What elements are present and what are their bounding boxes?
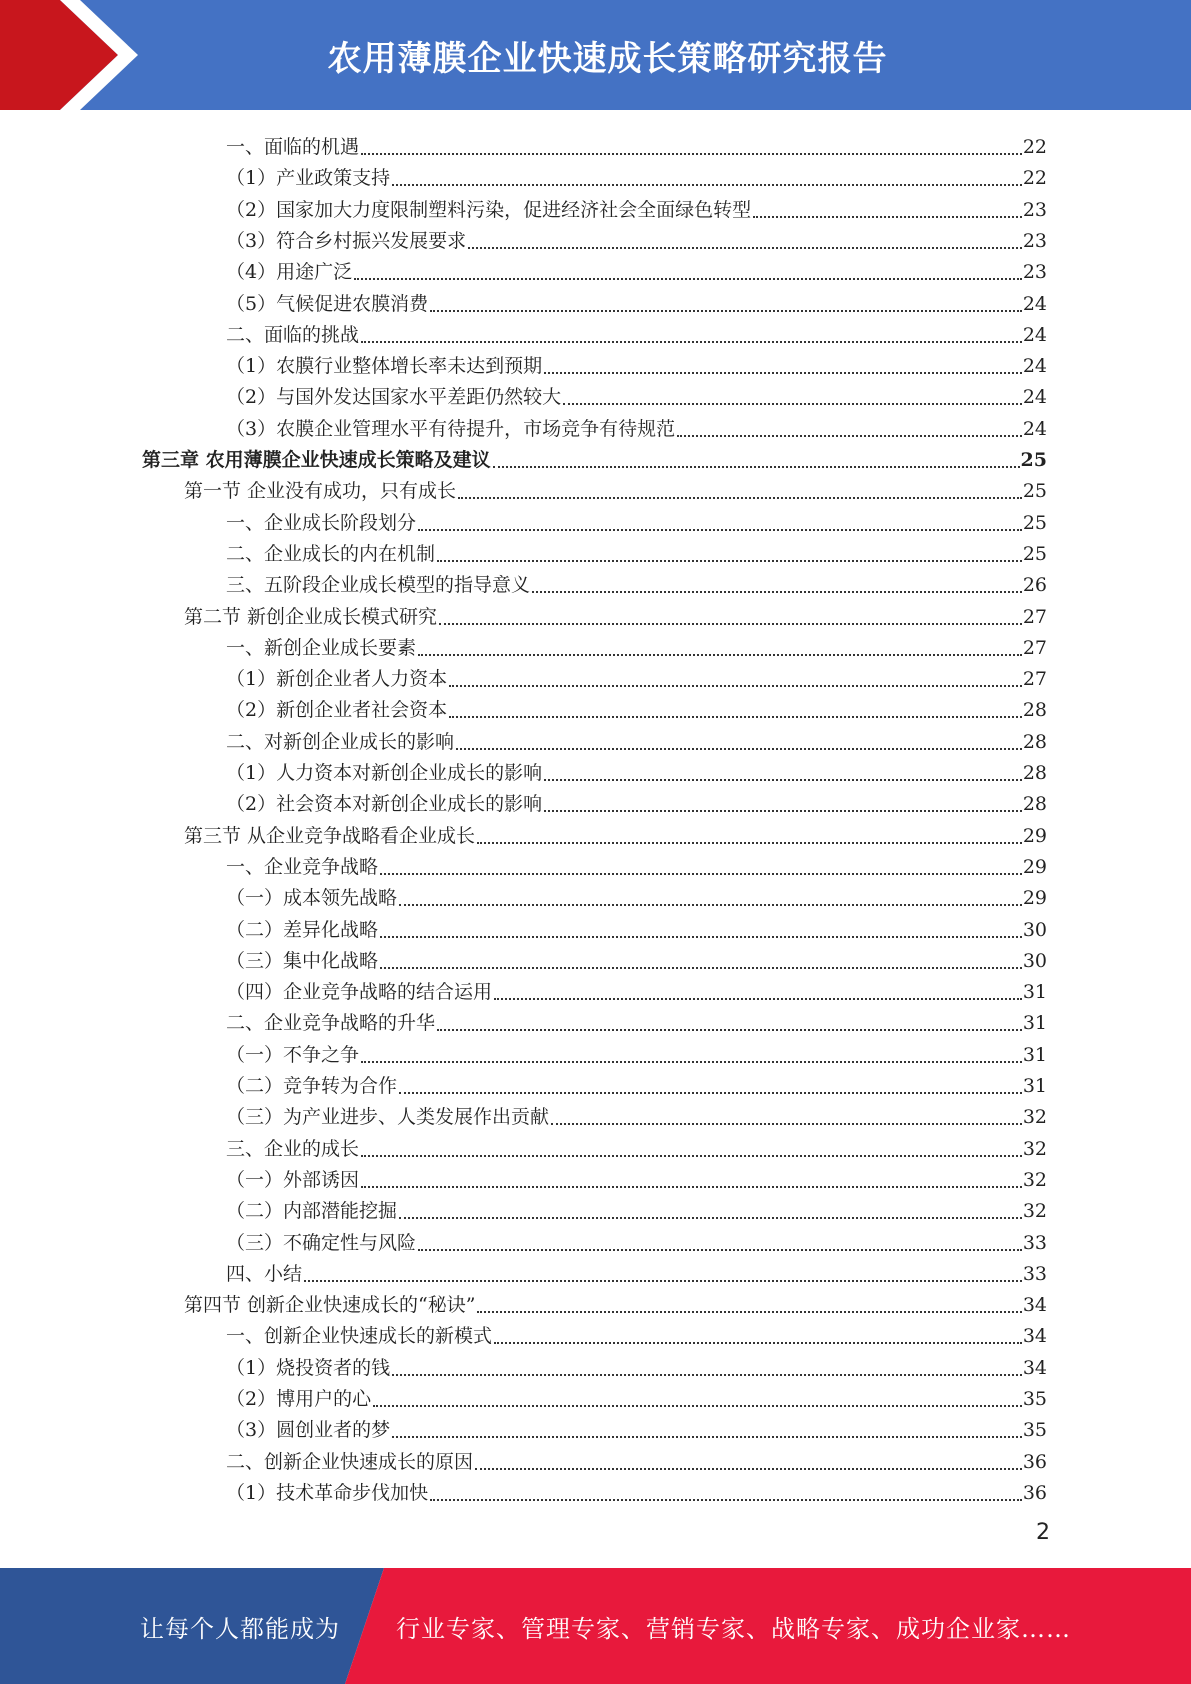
toc-entry[interactable] <box>0 972 1191 1003</box>
toc-dot-leader <box>477 1311 1021 1313</box>
toc-entry-title: （一）不争之争 <box>226 1043 360 1066</box>
toc-entry-page: 30 <box>1022 918 1047 941</box>
toc-entry-page: 28 <box>1022 699 1047 722</box>
toc-entry[interactable] <box>0 941 1191 972</box>
toc-dot-leader <box>437 560 1022 562</box>
toc-dot-leader <box>399 904 1022 906</box>
toc-entry[interactable] <box>0 753 1191 784</box>
toc-entry[interactable] <box>0 315 1191 346</box>
toc-entry-title: （2）国家加大力度限制塑料污染，促进经济社会全面绿色转型 <box>226 198 752 221</box>
toc-entry[interactable] <box>0 1035 1191 1066</box>
toc-dot-leader <box>380 967 1022 969</box>
toc-entry-page: 28 <box>1022 762 1047 784</box>
toc-dot-leader <box>477 842 1022 844</box>
toc-entry-page: 23 <box>1022 261 1047 284</box>
toc-entry-page: 32 <box>1022 1106 1047 1129</box>
toc-entry-page: 25 <box>1022 542 1047 565</box>
toc-dot-leader <box>373 1405 1022 1407</box>
toc-entry[interactable] <box>0 722 1191 753</box>
toc-dot-leader <box>544 779 1022 781</box>
toc-entry-title: （四）企业竞争战略的结合运用 <box>226 981 493 1004</box>
footer-slogan-left: 让每个人都能成为 <box>140 1614 340 1643</box>
toc-entry[interactable] <box>0 377 1191 408</box>
toc-entry[interactable] <box>0 1316 1191 1347</box>
toc-dot-leader <box>544 372 1022 374</box>
toc-entry[interactable] <box>0 440 1191 471</box>
toc-dot-leader <box>551 1123 1022 1125</box>
toc-entry-page: 23 <box>1022 229 1047 252</box>
toc-entry-title: （3）符合乡村振兴发展要求 <box>226 229 467 252</box>
toc-entry-page: 34 <box>1022 1294 1047 1317</box>
toc-entry-page: 31 <box>1022 1043 1047 1066</box>
toc-entry[interactable] <box>0 910 1191 941</box>
toc-entry[interactable] <box>0 816 1191 847</box>
toc-dot-leader <box>418 1249 1022 1251</box>
toc-entry-page: 24 <box>1022 386 1047 409</box>
toc-entry[interactable] <box>0 1160 1191 1191</box>
toc-entry[interactable] <box>0 221 1191 252</box>
toc-entry-page: 32 <box>1022 1137 1047 1160</box>
toc-dot-leader <box>392 1436 1022 1438</box>
toc-entry-title: 四、小结 <box>226 1262 303 1285</box>
toc-dot-leader <box>361 1186 1022 1188</box>
toc-entry[interactable] <box>0 1410 1191 1441</box>
toc-dot-leader <box>430 1499 1022 1501</box>
toc-entry-title: 第一节 企业没有成功，只有成长 <box>184 480 457 503</box>
toc-entry-page: 22 <box>1022 136 1047 158</box>
toc-dot-leader <box>532 591 1022 593</box>
toc-entry-page: 23 <box>1022 198 1047 221</box>
toc-entry[interactable] <box>0 690 1191 721</box>
toc-entry-page: 24 <box>1022 323 1047 346</box>
toc-entry[interactable] <box>0 784 1191 815</box>
toc-entry-page: 28 <box>1022 793 1047 816</box>
toc-dot-leader <box>456 748 1022 750</box>
toc-entry-title: 第二节 新创企业成长模式研究 <box>184 605 438 628</box>
toc-entry-page: 24 <box>1022 292 1047 315</box>
toc-entry-title: （2）社会资本对新创企业成长的影响 <box>226 793 543 816</box>
toc-dot-leader <box>392 184 1022 186</box>
toc-entry-title: （三）为产业进步、人类发展作出贡献 <box>226 1106 550 1129</box>
toc-dot-leader <box>399 1217 1022 1219</box>
toc-entry[interactable] <box>0 1066 1191 1097</box>
toc-entry-title: 第三节 从企业竞争战略看企业成长 <box>184 824 476 847</box>
toc-entry-page: 32 <box>1022 1168 1047 1191</box>
toc-entry[interactable] <box>0 127 1191 158</box>
toc-entry-title: （2）博用户的心 <box>226 1388 372 1410</box>
toc-dot-leader <box>354 278 1022 280</box>
toc-dot-leader <box>418 529 1022 531</box>
toc-entry-title: （三）集中化战略 <box>226 949 379 972</box>
toc-entry-title: 三、企业的成长 <box>226 1137 360 1160</box>
toc-entry-title: （三）不确定性与风险 <box>226 1231 417 1254</box>
toc-entry-title: （一）成本领先战略 <box>226 887 398 910</box>
toc-entry-title: （2）新创企业者社会资本 <box>226 699 448 722</box>
toc-entry[interactable] <box>0 346 1191 377</box>
toc-entry-title: （1）农膜行业整体增长率未达到预期 <box>226 355 543 378</box>
toc-entry-title: （1）产业政策支持 <box>226 167 391 190</box>
toc-dot-leader <box>361 341 1022 343</box>
toc-dot-leader <box>361 153 1022 155</box>
toc-entry-page: 31 <box>1022 1012 1047 1035</box>
toc-dot-leader <box>392 1374 1022 1376</box>
toc-entry[interactable] <box>0 597 1191 628</box>
toc-dot-leader <box>493 466 1020 468</box>
toc-entry-page: 35 <box>1022 1419 1047 1442</box>
toc-entry[interactable] <box>0 1473 1191 1504</box>
toc-entry[interactable] <box>0 1254 1191 1285</box>
toc-entry-title: 第四节 创新企业快速成长的“秘诀” <box>184 1294 476 1317</box>
footer-slogan-right: 行业专家、管理专家、营销专家、战略专家、成功企业家…… <box>396 1614 1071 1643</box>
toc-entry[interactable] <box>0 1348 1191 1379</box>
toc-entry[interactable] <box>0 252 1191 283</box>
toc-entry-page: 31 <box>1022 1075 1047 1097</box>
toc-entry-page: 36 <box>1022 1481 1047 1504</box>
toc-entry[interactable] <box>0 1442 1191 1473</box>
toc-entry-title: （1）烧投资者的钱 <box>226 1356 391 1379</box>
toc-entry-page: 29 <box>1022 824 1047 847</box>
toc-entry-page: 24 <box>1022 417 1047 440</box>
toc-entry-page: 25 <box>1022 480 1047 503</box>
toc-dot-leader <box>475 1468 1022 1470</box>
toc-entry-title: （2）与国外发达国家水平差距仍然较大 <box>226 386 562 409</box>
toc-dot-leader <box>544 810 1022 812</box>
toc-entry[interactable] <box>0 409 1191 440</box>
toc-entry-title: （二）竞争转为合作 <box>226 1075 398 1097</box>
toc-dot-leader <box>449 716 1022 718</box>
toc-entry-page: 33 <box>1022 1231 1047 1254</box>
toc-dot-leader <box>458 497 1022 499</box>
toc-entry[interactable] <box>0 190 1191 221</box>
page-header <box>0 0 1191 110</box>
toc-entry-title: 二、面临的挑战 <box>226 323 360 346</box>
toc-entry[interactable] <box>0 847 1191 878</box>
toc-dot-leader <box>563 403 1022 405</box>
toc-entry-page: 26 <box>1022 574 1047 597</box>
toc-entry-page: 29 <box>1022 855 1047 878</box>
toc-entry-title: 一、企业竞争战略 <box>226 855 379 878</box>
toc-entry-page: 35 <box>1022 1388 1047 1410</box>
toc-entry-title: 二、创新企业快速成长的原因 <box>226 1450 474 1473</box>
toc-entry-title: （二）内部潜能挖掘 <box>226 1200 398 1223</box>
toc-entry-title: 二、企业成长的内在机制 <box>226 542 436 565</box>
toc-dot-leader <box>361 1061 1022 1063</box>
toc-dot-leader <box>380 936 1022 938</box>
toc-entry-page: 27 <box>1022 668 1047 691</box>
toc-entry[interactable] <box>0 471 1191 502</box>
toc-entry-title: （二）差异化战略 <box>226 918 379 941</box>
toc-dot-leader <box>304 1280 1022 1282</box>
toc-dot-leader <box>677 435 1022 437</box>
toc-entry-title: （1）新创企业者人力资本 <box>226 668 448 691</box>
toc-dot-leader <box>439 623 1022 625</box>
toc-entry-page: 25 <box>1020 449 1047 471</box>
toc-entry-page: 22 <box>1022 167 1047 190</box>
toc-entry-title: 一、创新企业快速成长的新模式 <box>226 1325 493 1348</box>
toc-entry[interactable] <box>0 1223 1191 1254</box>
toc-entry-title: （4）用途广泛 <box>226 261 353 284</box>
toc-entry-title: （1）技术革命步伐加快 <box>226 1481 429 1504</box>
toc-entry-title: （5）气候促进农膜消费 <box>226 292 429 315</box>
toc-entry-title: 一、面临的机遇 <box>226 136 360 158</box>
toc-dot-leader <box>430 310 1022 312</box>
toc-entry[interactable] <box>0 284 1191 315</box>
toc-entry-page: 24 <box>1022 355 1047 378</box>
toc-entry[interactable] <box>0 1003 1191 1034</box>
report-title: 农用薄膜企业快速成长策略研究报告 <box>327 38 888 79</box>
toc-entry[interactable] <box>0 565 1191 596</box>
toc-entry-page: 31 <box>1022 981 1047 1004</box>
toc-entry-title: 二、企业竞争战略的升华 <box>226 1012 436 1035</box>
toc-entry[interactable] <box>0 878 1191 909</box>
toc-entry-page: 28 <box>1022 730 1047 753</box>
toc-entry[interactable] <box>0 503 1191 534</box>
toc-entry[interactable] <box>0 659 1191 690</box>
toc-entry[interactable] <box>0 1285 1191 1316</box>
toc-dot-leader <box>468 247 1022 249</box>
toc-entry-page: 34 <box>1022 1356 1047 1379</box>
toc-dot-leader <box>494 998 1022 1000</box>
toc-dot-leader <box>418 654 1022 656</box>
toc-entry-title: 三、五阶段企业成长模型的指导意义 <box>226 574 531 597</box>
toc-entry-title: （3）农膜企业管理水平有待提升，市场竞争有待规范 <box>226 417 676 440</box>
toc-entry-page: 27 <box>1022 605 1047 628</box>
toc-entry-page: 32 <box>1022 1200 1047 1223</box>
toc-entry-title: 一、新创企业成长要素 <box>226 636 417 659</box>
toc-entry-title: （3）圆创业者的梦 <box>226 1419 391 1442</box>
toc-entry-page: 30 <box>1022 949 1047 972</box>
page-number: 2 <box>1036 1520 1050 1545</box>
toc-entry-page: 34 <box>1022 1325 1047 1348</box>
toc-dot-leader <box>449 685 1022 687</box>
toc-entry-page: 36 <box>1022 1450 1047 1473</box>
toc-entry[interactable] <box>0 1129 1191 1160</box>
toc-dot-leader <box>437 1029 1022 1031</box>
toc-entry[interactable] <box>0 534 1191 565</box>
toc-entry-page: 29 <box>1022 887 1047 910</box>
toc-entry-page: 25 <box>1022 511 1047 534</box>
toc-dot-leader <box>753 216 1022 218</box>
toc-entry-page: 33 <box>1022 1262 1047 1285</box>
toc-entry-title: 二、对新创企业成长的影响 <box>226 730 455 753</box>
toc-entry[interactable] <box>0 1191 1191 1222</box>
toc-dot-leader <box>380 873 1022 875</box>
toc-entry-title: 一、企业成长阶段划分 <box>226 511 417 534</box>
toc-entry-page: 27 <box>1022 636 1047 659</box>
toc-dot-leader <box>494 1342 1022 1344</box>
toc-dot-leader <box>399 1092 1022 1094</box>
toc-entry-title: （一）外部诱因 <box>226 1168 360 1191</box>
toc-dot-leader <box>361 1155 1022 1157</box>
toc-entry[interactable] <box>0 158 1191 189</box>
toc-entry-title: （1）人力资本对新创企业成长的影响 <box>226 762 543 784</box>
toc-entry[interactable] <box>0 628 1191 659</box>
toc-entry[interactable] <box>0 1097 1191 1128</box>
toc-entry[interactable] <box>0 1379 1191 1410</box>
toc-entry-title: 第三章 农用薄膜企业快速成长策略及建议 <box>142 449 491 471</box>
